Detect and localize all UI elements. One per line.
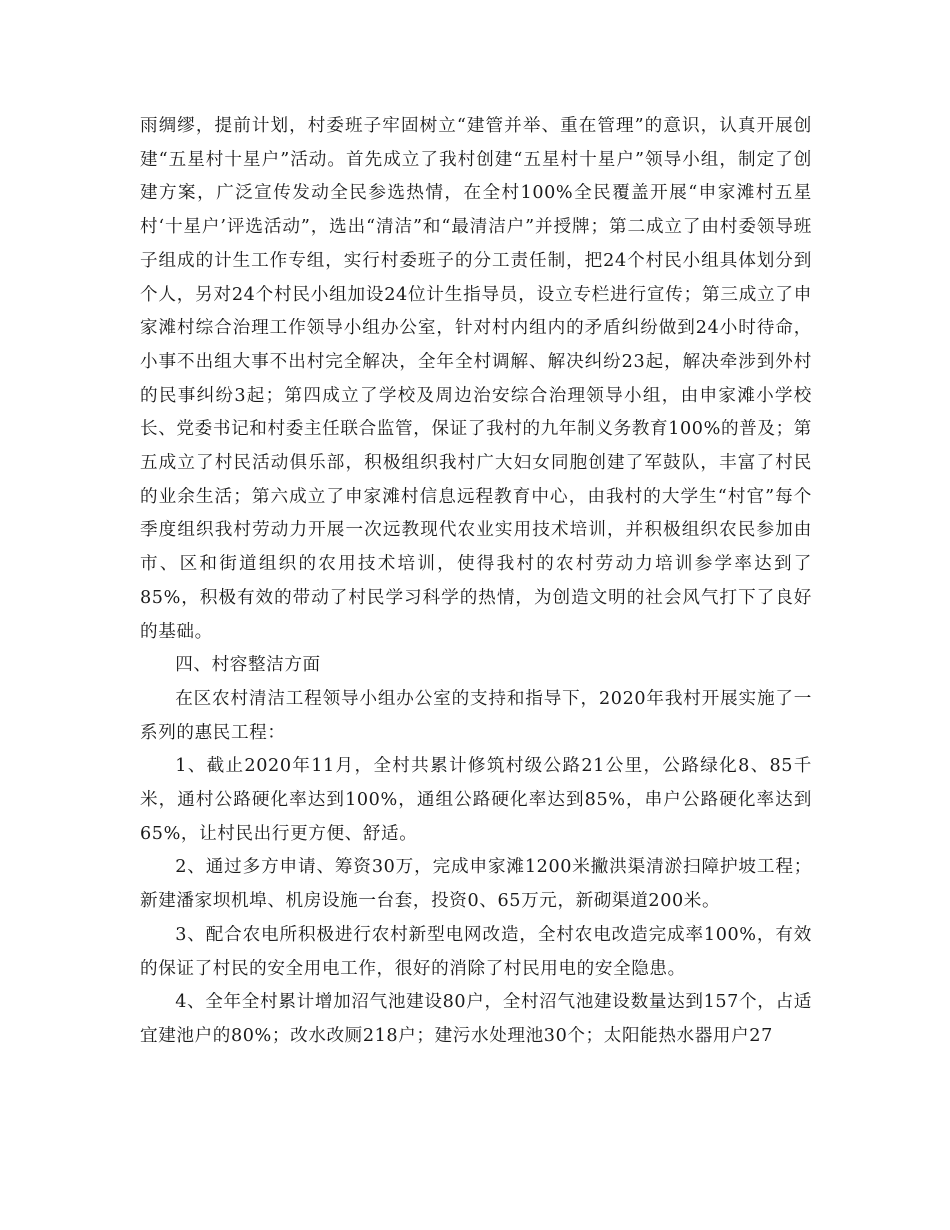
paragraph-item-power-grid: 3、配合农电所积极进行农村新型电网改造，全村农电改造完成率100%，有效的保证了村民的安全用电工作，很好的消除了村民用电的安全隐患。 — [140, 924, 812, 979]
document-body — [140, 110, 812, 1054]
paragraph-item-roads: 1、截止2020年11月，全村共累计修筑村级公路21公里，公路绿化8、85千米，通村公路硬化率达到100%，通组公路硬化率达到85%，串户公路硬化率达到65%，让村民出行更方便、舒适。 — [140, 756, 812, 844]
paragraph-village-campaign: 雨绸缪，提前计划，村委班子牢固树立“建管并举、重在管理”的意识，认真开展创建“五星村十星户”活动。首先成立了我村创建“五星村十星户”领导小组，制定了创建方案，广泛宣传发动全民参选热情，在全村100%全民覆盖开展“申家滩村五星村‘十星户’评选活动”，选出“清洁”和“最清洁户”并授牌；第二成立了由村委领导班子组成的计生工作专组，实行村委班子的分工责任制，把24个村民小组具体划分到个人，另对24个村民小组加设24位计生指导员，设立专栏进行宣传；第三成立了申家滩村综合治理工作领导小组办公室，针对村内组内的矛盾纠纷做到24小时待命，小事不出组大事不出村完全解决，全年全村调解、解决纠纷23起，解决牵涉到外村的民事纠纷3起；第四成立了学校及周边治安综合治理领导小组，由申家滩小学校长、党委书记和村委主任联合监管，保证了我村的九年制义务教育100%的普及；第五成立了村民活动俱乐部，积极组织我村广大妇女同胞创建了军鼓队，丰富了村民的业余生活；第六成立了申家滩村信息远程教育中心，由我村的大学生“村官”每个季度组织我村劳动力开展一次远教现代农业实用技术培训，并积极组织农民参加由市、区和街道组织的农用技术培训，使得我村的农村劳动力培训参学率达到了85%，积极有效的带动了村民学习科学的热情，为创造文明的社会风气打下了良好的基础。 — [140, 116, 812, 642]
paragraph-item-biogas: 4、全年全村累计增加沼气池建设80户，全村沼气池建设数量达到157个，占适宜建池户的80%；改水改厕218户；建污水处理池30个；太阳能热水器用户27 — [140, 992, 812, 1046]
paragraph-clean-project-intro: 在区农村清洁工程领导小组办公室的支持和指导下，2020年我村开展实施了一系列的惠民工程： — [140, 688, 812, 743]
paragraph-item-canal: 2、通过多方申请、筹资30万，完成申家滩1200米撇洪渠清淤扫障护坡工程；新建潘家坝机埠、机房设施一台套，投资0、65万元，新砌渠道200米。 — [140, 857, 812, 912]
section-heading-village-appearance: 四、村容整洁方面 — [175, 655, 321, 676]
